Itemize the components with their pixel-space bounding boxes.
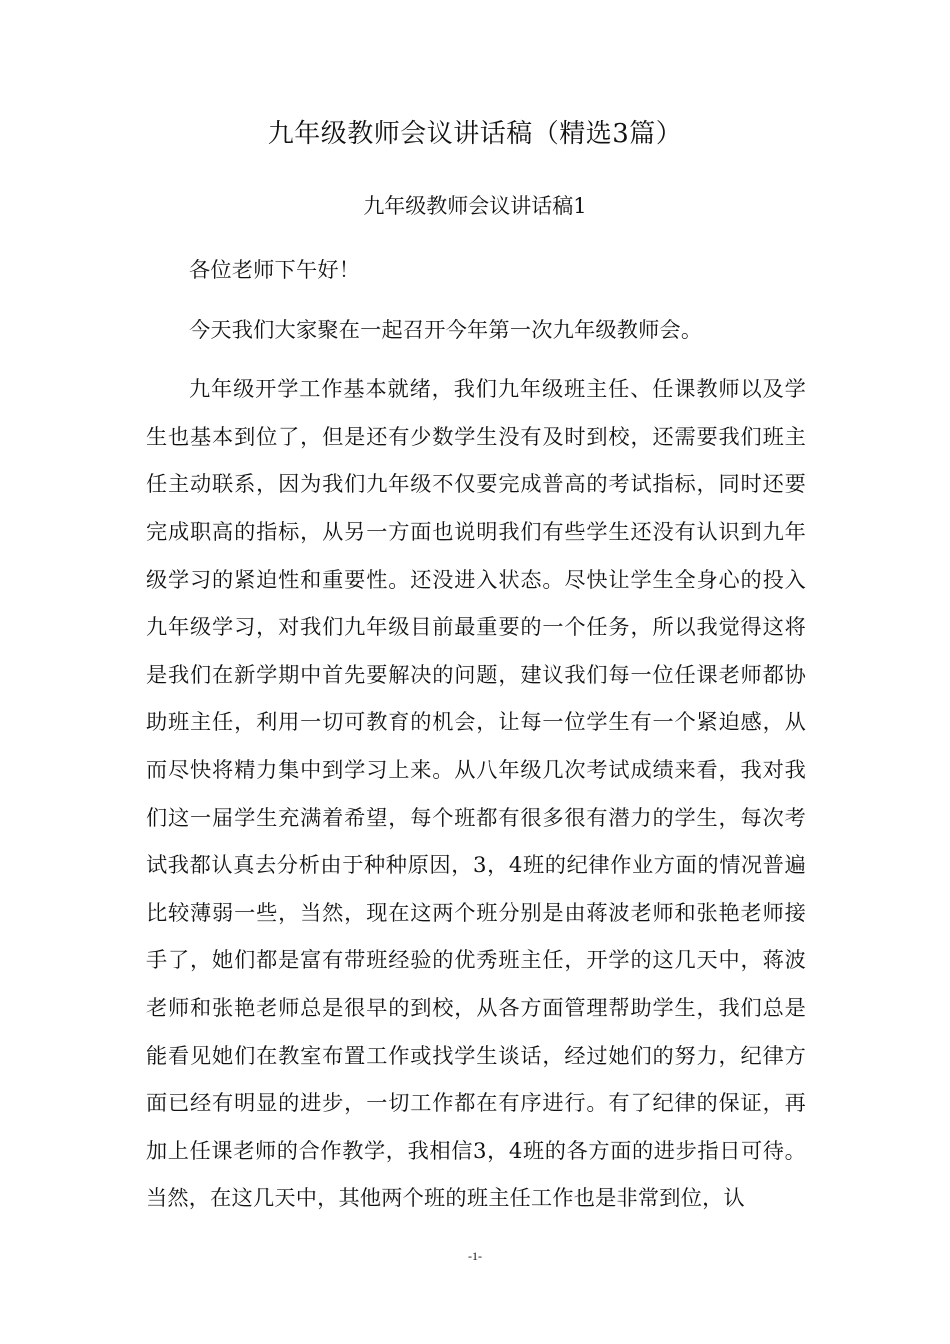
main-paragraph: 九年级开学工作基本就绪，我们九年级班主任、任课教师以及学生也基本到位了，但是还有少数学生没有及时到校，还需要我们班主任主动联系，因为我们九年级不仅要完成普高的考试指标，同时还要完成职高的指标，从另一方面也说明我们有些学生还没有认识到九年级学习的紧迫性和重要性。还没进入状态。尽快让学生全身心的投入九年级学习，对我们九年级目前最重要的一个任务，所以我觉得这将是我们在新学期中首先要解决的问题，建议我们每一位任课老师都协助班主任，利用一切可教育的机会，让每一位学生有一个紧迫感，从而尽快将精力集中到学习上来。从八年级几次考试成绩来看，我对我们这一届学生充满着希望，每个班都有很多很有潜力的学生，每次考试我都认真去分析由于种种原因，3，4班的纪律作业方面的情况普遍比较薄弱一些，当然，现在这两个班分别是由蒋波老师和张艳老师接手了，她们都是富有带班经验的优秀班主任，开学的这几天中，蒋波老师和张艳老师总是很早的到校，从各方面管理帮助学生，我们总是能看见她们在教室布置工作或找学生谈话，经过她们的努力，纪律方面已经有明显的进步，一切工作都在有序进行。有了纪律的保证，再加上任课老师的合作教学，我相信3，4班的各方面的进步指日可待。当然，在这几天中，其他两个班的班主任工作也是非常到位，认 [146, 376, 806, 1211]
section-title: 九年级教师会议讲话稿1 [363, 194, 587, 218]
greeting-paragraph: 各位老师下午好！ [189, 257, 361, 282]
document-body [146, 246, 806, 1234]
document-title: 九年级教师会议讲话稿（精选3篇） [267, 119, 683, 149]
page-number: -1- [468, 1249, 482, 1263]
intro-paragraph: 今天我们大家聚在一起召开今年第一次九年级教师会。 [189, 316, 703, 342]
